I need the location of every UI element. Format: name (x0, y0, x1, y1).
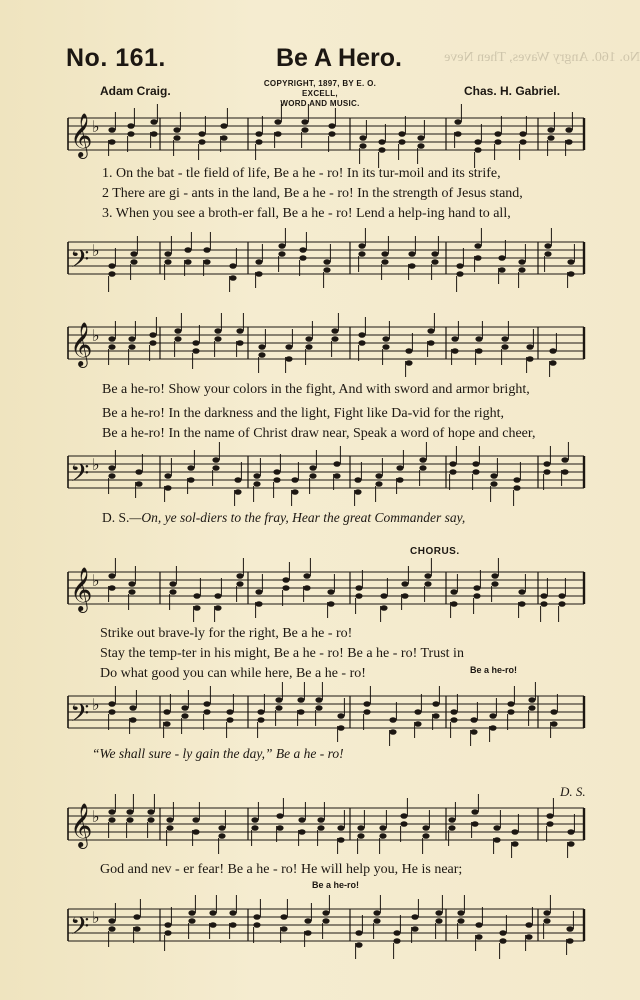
note-chord (280, 899, 287, 943)
note-chord (567, 814, 574, 858)
note-chord (108, 686, 115, 730)
staff-lines (68, 456, 584, 488)
ds-lyric-line: “We shall sure - ly gain the day,” Be a he - ro! (92, 746, 344, 761)
note-chord (273, 454, 280, 498)
bass-clef-icon: 𝄢 (70, 699, 90, 734)
treble-clef-icon: 𝄞 (70, 113, 93, 157)
bleed-through-text: No. 160. Angry Waves, Then Neve (444, 50, 640, 65)
key-signature-flat-icon: ♭ (92, 910, 100, 927)
note-chord (380, 578, 387, 622)
lyric-line-verse3: 3. When you see a broth-er fall, Be a he - ro! Lend a help-ing hand to all, (102, 206, 511, 221)
note-chord (549, 333, 556, 377)
echo-lyric: Be a he-ro! (312, 880, 360, 890)
note-chord (472, 446, 479, 490)
note-chord (276, 798, 283, 842)
note-chord (127, 108, 134, 152)
note-chord (414, 694, 421, 738)
note-chord (149, 317, 156, 361)
note-chord (333, 446, 340, 490)
note-chord (135, 454, 142, 498)
bass-staff (0, 230, 640, 294)
note-chord (475, 907, 482, 951)
copyright-subline: WORD AND MUSIC. (280, 99, 360, 108)
staff-lines (68, 808, 584, 840)
bass-clef-icon: 𝄢 (70, 459, 90, 494)
copyright-line: COPYRIGHT, 1897, BY E. O. EXCELL, (263, 79, 377, 98)
note-chord (519, 116, 526, 160)
note-chord (449, 446, 456, 490)
bass-clef-icon: 𝄢 (70, 912, 90, 947)
note-chord (328, 108, 335, 152)
note-chord (474, 124, 481, 168)
note-chord (494, 116, 501, 160)
treble-staff (0, 560, 640, 624)
bass-staff (0, 688, 640, 744)
bass-staff (0, 448, 640, 504)
note-chord (499, 915, 506, 959)
note-chord (108, 248, 115, 292)
note-chord (282, 562, 289, 606)
treble-staff (0, 108, 640, 168)
ds-label: D. S. (102, 510, 130, 525)
lyric-line-verse1: Strike out brave-ly for the right, Be a he - ro! (100, 626, 353, 641)
note-chord (355, 570, 362, 614)
note-chord (405, 333, 412, 377)
key-signature-flat-icon: ♭ (92, 243, 100, 260)
lyric-line-verse1: 1. On the bat - tle field of life, Be a he - ro! In its tur-moil and its strife, (102, 166, 501, 181)
note-chord (192, 325, 199, 369)
note-chord (470, 702, 477, 746)
bass-staff (0, 898, 640, 960)
treble-clef-icon: 𝄞 (70, 803, 93, 847)
key-signature-flat-icon: ♭ (92, 809, 100, 826)
lyric-line-verse1: Be a he-ro! Show your colors in the fight, And with sword and armor bright, (102, 382, 530, 397)
staff-lines (68, 572, 584, 604)
note-chord (358, 317, 365, 361)
note-chord (363, 686, 370, 730)
ds-lyric-line (102, 510, 465, 526)
note-chord (253, 899, 260, 943)
note-chord (498, 240, 505, 284)
lyric-line-verse3: Do what good you can while here, Be a he - ro! (100, 666, 366, 681)
note-chord (540, 578, 547, 622)
note-chord (354, 462, 361, 506)
note-chord (203, 232, 210, 276)
chorus-label: CHORUS. (410, 546, 460, 557)
note-chord (299, 232, 306, 276)
note-chord (400, 798, 407, 842)
lyric-line-verse1: God and nev - er fear! Be a he - ro! He will help you, He is near; (100, 862, 463, 877)
note-chord (229, 248, 236, 292)
note-chord (291, 462, 298, 506)
note-chord (456, 248, 463, 292)
ds-mark: D. S. (560, 784, 586, 799)
echo-lyric: Be a he-ro! (470, 665, 518, 675)
key-signature-flat-icon: ♭ (92, 573, 100, 590)
note-chord (450, 694, 457, 738)
key-signature-flat-icon: ♭ (92, 119, 100, 136)
treble-clef-icon: 𝄞 (70, 567, 93, 611)
hymn-title: Be A Hero. (276, 44, 402, 72)
bass-clef-icon: 𝄢 (70, 245, 90, 280)
note-chord (550, 694, 557, 738)
note-chord (546, 798, 553, 842)
note-chord (203, 686, 210, 730)
note-chord (389, 702, 396, 746)
note-chord (226, 694, 233, 738)
lyric-line-verse2: Be a he-ro! In the darkness and the light, Fight like Da-vid for the right, (102, 406, 505, 421)
note-chord (234, 462, 241, 506)
note-chord (184, 232, 191, 276)
note-chord (255, 116, 262, 160)
note-chord (220, 108, 227, 152)
treble-clef-icon: 𝄞 (70, 322, 93, 366)
note-chord (163, 694, 170, 738)
note-chord (164, 907, 171, 951)
note-chord (432, 686, 439, 730)
staff-lines (68, 118, 584, 150)
key-signature-flat-icon: ♭ (92, 457, 100, 474)
note-chord (198, 116, 205, 160)
staff-lines (68, 327, 584, 359)
note-chord (543, 446, 550, 490)
note-chord (193, 578, 200, 622)
note-chord (511, 814, 518, 858)
lyric-line-verse3: Be a he-ro! In the name of Christ draw near, Speak a word of hope and cheer, (102, 426, 536, 441)
note-chord (525, 907, 532, 951)
key-signature-flat-icon: ♭ (92, 328, 100, 345)
copyright-notice (246, 79, 394, 109)
note-chord (558, 578, 565, 622)
note-chord (214, 578, 221, 622)
note-chord (355, 915, 362, 959)
ds-text: —On, ye sol-diers to the fray, Hear the great Commander say, (129, 510, 466, 525)
note-chord (473, 570, 480, 614)
lyric-line-verse2: 2 There are gi - ants in the land, Be a he - ro! In the strength of Jesus stand, (102, 186, 523, 201)
lyricist-credit: Adam Craig. (100, 84, 171, 98)
treble-staff (0, 316, 640, 378)
hymn-number: No. 161. (66, 44, 166, 72)
note-chord (513, 462, 520, 506)
lyric-line-verse2: Stay the temp-ter in his might, Be a he - ro! Be a he - ro! Trust in (100, 646, 464, 661)
composer-credit: Chas. H. Gabriel. (464, 84, 561, 98)
note-chord (133, 899, 140, 943)
staff-lines (68, 696, 584, 728)
treble-staff (0, 798, 640, 858)
note-chord (393, 915, 400, 959)
note-chord (257, 694, 264, 738)
note-chord (378, 124, 385, 168)
note-chord (411, 899, 418, 943)
note-chord (398, 116, 405, 160)
key-signature-flat-icon: ♭ (92, 697, 100, 714)
note-chord (507, 686, 514, 730)
